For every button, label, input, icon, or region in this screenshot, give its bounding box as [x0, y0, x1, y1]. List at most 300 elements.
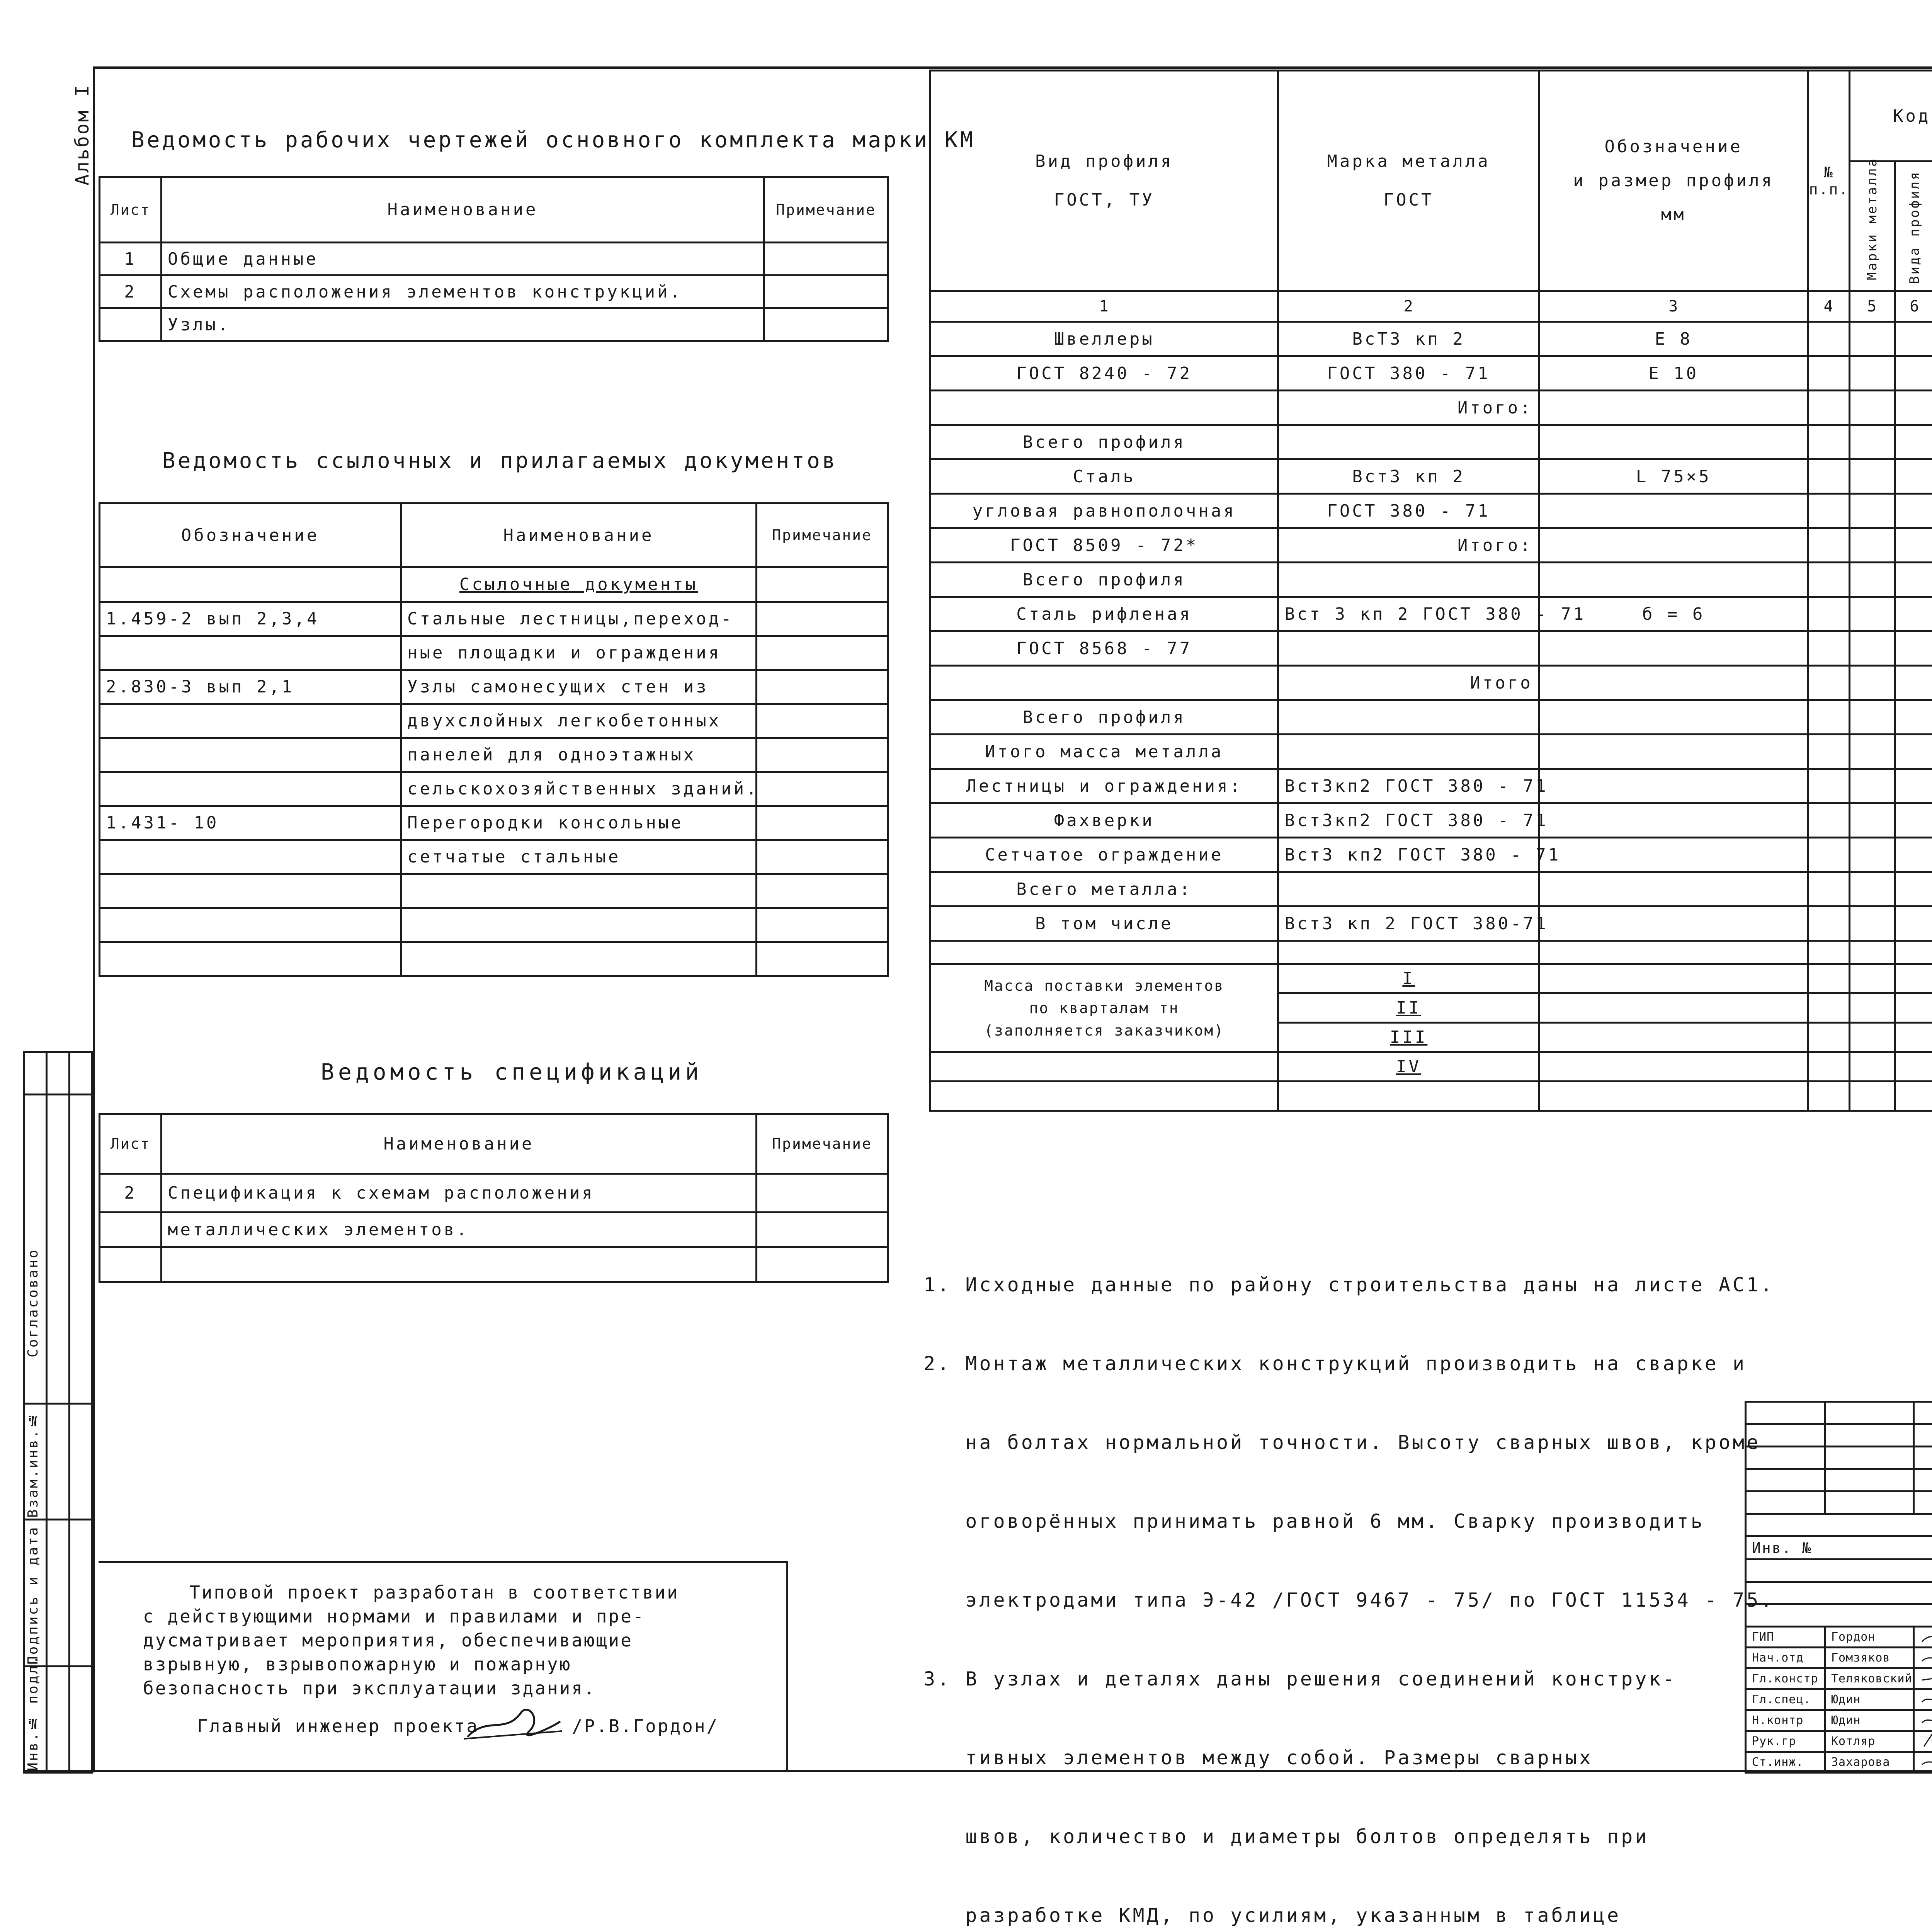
stamp-cell [47, 1520, 69, 1667]
stamp-replace-inv: Взам.инв.№ [25, 1406, 41, 1518]
mt-header-code-grade: Марки металла [1864, 172, 1880, 280]
stamp-cell [47, 1052, 69, 1095]
rd-row-code [100, 874, 401, 908]
wd-row-note [764, 308, 888, 341]
tb-signature [1920, 1650, 1932, 1665]
spec-row-note [757, 1213, 888, 1247]
metal-profile: В том числе [930, 906, 1278, 941]
tb-signature [1920, 1629, 1932, 1644]
metal-cell [1808, 700, 1849, 735]
metal-profile: Всего профиля [930, 425, 1278, 459]
tb-role: Нач.отд [1746, 1648, 1825, 1668]
rd-row-name: Перегородки консольные [401, 806, 757, 840]
spec-row-note [757, 1174, 888, 1213]
metal-profile: Всего профиля [930, 563, 1278, 597]
tb-cell [1746, 1604, 1932, 1627]
tb-cell [1746, 1469, 1825, 1492]
rd-row-name: Узлы самонесущих стен из [401, 670, 757, 704]
mt-header-code-cell [1850, 162, 1895, 291]
metal-cell [1850, 700, 1895, 735]
note-line: 1. Исходные данные по району строительства даны на листе АС1. [923, 1272, 1774, 1298]
metal-cell [1850, 838, 1895, 872]
metal-size [1539, 803, 1808, 838]
tb-signature [1920, 1733, 1932, 1748]
delivery-cell [1895, 941, 1932, 964]
delivery-cell [1539, 1052, 1808, 1082]
rd-header-note: Примечание [757, 503, 888, 567]
note-line: швов, количество и диаметры болтов определять при [923, 1823, 1774, 1850]
metal-row [930, 563, 1932, 597]
rd-row-code [100, 636, 401, 670]
mt-header-grade-line: ГОСТ [1284, 181, 1532, 219]
delivery-cell [1808, 1052, 1849, 1082]
tb-cell [1746, 1514, 1932, 1536]
metal-size [1539, 391, 1808, 425]
chief-engineer-name: /Р.В.Гордон/ [572, 1716, 719, 1736]
tb-sign [1914, 1752, 1932, 1773]
metal-size: L 75×5 [1539, 459, 1808, 494]
metal-grade [1278, 425, 1539, 459]
rd-row-code [100, 704, 401, 738]
metal-cell [1808, 528, 1849, 563]
metal-cell [1850, 872, 1895, 906]
metal-cell [1895, 425, 1932, 459]
delivery-cell [1539, 964, 1808, 993]
metal-cell [1808, 735, 1849, 769]
rd-row-name [401, 874, 757, 908]
delivery-label-line: по кварталам тн [937, 997, 1272, 1019]
stamp-cell [47, 1667, 69, 1773]
metal-row [930, 803, 1932, 838]
metal-row [930, 391, 1932, 425]
delivery-cell [1539, 941, 1808, 964]
chief-signature [464, 1700, 564, 1747]
rd-row-note [757, 908, 888, 942]
delivery-cell [1850, 1052, 1895, 1082]
metal-cell [1895, 838, 1932, 872]
delivery-cell [1895, 1052, 1932, 1082]
metal-grade [1278, 631, 1539, 666]
metal-row [930, 494, 1932, 528]
note-line: разработке КМД, по усилиям, указанным в таблице [923, 1902, 1774, 1929]
rd-row-name: сельскохозяйственных зданий. [401, 772, 757, 806]
metal-row [930, 322, 1932, 356]
spec-row-sheet [100, 1247, 162, 1282]
delivery-cell [1895, 1082, 1932, 1111]
metal-grade: Итого: [1278, 528, 1539, 563]
col-num: 4 [1808, 291, 1849, 322]
note-line: тивных элементов между собой. Размеры сварных [923, 1745, 1774, 1771]
note-line: электродами типа Э-42 /ГОСТ 9467 - 75/ по ГОСТ 11534 - 75. [923, 1587, 1774, 1613]
rd-row-name [401, 942, 757, 976]
metal-profile: Сетчатое ограждение [930, 838, 1278, 872]
spec-row-sheet: 2 [100, 1174, 162, 1213]
metal-grade [1278, 872, 1539, 906]
metal-row [930, 666, 1932, 700]
wd-header-note: Примечание [764, 177, 888, 243]
metal-cell [1808, 391, 1849, 425]
metal-cell [1895, 735, 1932, 769]
metal-cell [1850, 322, 1895, 356]
metal-profile [930, 391, 1278, 425]
delivery-cell [1278, 1082, 1539, 1111]
delivery-cell [1850, 941, 1895, 964]
metal-row [930, 356, 1932, 391]
wd-row-note [764, 243, 888, 276]
note-line: на болтах нормальной точности. Высоту сварных швов, кроме [923, 1429, 1774, 1456]
note-line: 2. Монтаж металлических конструкций производить на сварке и [923, 1350, 1774, 1377]
metal-row [930, 631, 1932, 666]
spec-row-name: металлических элементов. [162, 1213, 757, 1247]
tb-role-name: Юдин [1825, 1689, 1914, 1710]
mt-header-size [1539, 71, 1808, 291]
metal-size [1539, 528, 1808, 563]
metal-grade: Вст3 кп2 ГОСТ 380 - 71 [1278, 838, 1539, 872]
spec-row-note [757, 1247, 888, 1282]
metal-cell [1808, 906, 1849, 941]
rd-row-note [757, 840, 888, 874]
metal-cell [1895, 494, 1932, 528]
metal-profile: Лестницы и ограждения: [930, 769, 1278, 803]
rd-row-name: Ссылочные документы [401, 567, 757, 602]
metal-size [1539, 700, 1808, 735]
delivery-cell [1539, 1082, 1808, 1111]
stamp-cell [47, 1404, 69, 1520]
rd-header-code: Обозначение [100, 503, 401, 567]
rd-row-code [100, 942, 401, 976]
metal-cell [1808, 459, 1849, 494]
wd-header-sheet: Лист [100, 177, 162, 243]
tb-role: Гл.спец. [1746, 1689, 1825, 1710]
rd-row-note [757, 636, 888, 670]
delivery-cell [1539, 993, 1808, 1023]
metal-cell [1895, 631, 1932, 666]
working-drawings-table [99, 176, 889, 342]
wd-row-name: Схемы расположения элементов конструкций. [162, 276, 764, 308]
tb-cell [1914, 1447, 1932, 1469]
metal-profile: Всего металла: [930, 872, 1278, 906]
rd-row-name: ные площадки и ограждения [401, 636, 757, 670]
metal-grade: ВсТ3 кп 2 [1278, 322, 1539, 356]
metal-cell [1895, 459, 1932, 494]
delivery-label [930, 964, 1278, 1052]
metal-cell [1850, 906, 1895, 941]
metal-cell [1808, 631, 1849, 666]
reference-docs-table [99, 502, 889, 977]
specifications-title: Ведомость спецификаций [321, 1059, 702, 1085]
chief-engineer-label: Главный инженер проекта [197, 1716, 479, 1736]
note-line: 3. В узлах и деталях даны решения соединений конструк- [923, 1666, 1774, 1692]
delivery-cell [1895, 964, 1932, 993]
delivery-quarter: III [1278, 1023, 1539, 1052]
delivery-cell [1850, 1082, 1895, 1111]
delivery-cell [1539, 1023, 1808, 1052]
tb-role-name: Захарова [1825, 1752, 1914, 1773]
metal-grade: Вст3кп2 ГОСТ 380 - 71 [1278, 803, 1539, 838]
metal-cell [1895, 356, 1932, 391]
col-num: 6 [1895, 291, 1932, 322]
metal-grade: ГОСТ 380 - 71 [1278, 494, 1539, 528]
metal-grade [1278, 563, 1539, 597]
tb-role: Н.контр [1746, 1710, 1825, 1731]
metal-cell [1850, 769, 1895, 803]
metal-row [930, 906, 1932, 941]
mt-header-num-line: № [1809, 164, 1849, 181]
metal-size [1539, 735, 1808, 769]
rd-row-code [100, 908, 401, 942]
tb-cell [1825, 1492, 1914, 1514]
stamp-cell [69, 1520, 92, 1667]
stamp-cell [24, 1095, 47, 1404]
delivery-cell [1895, 993, 1932, 1023]
tb-signature [1920, 1712, 1932, 1728]
tb-signature [1920, 1670, 1932, 1686]
metal-size [1539, 872, 1808, 906]
metal-grade: Вст3кп2 ГОСТ 380 - 71 [1278, 769, 1539, 803]
metal-size [1539, 494, 1808, 528]
delivery-cell [1850, 964, 1895, 993]
metal-cell [1808, 769, 1849, 803]
tb-cell [1746, 1582, 1932, 1604]
tb-cell [1825, 1447, 1914, 1469]
wd-row-name: Общие данные [162, 243, 764, 276]
metal-row [930, 735, 1932, 769]
wd-header-name: Наименование [162, 177, 764, 243]
metal-cell [1895, 872, 1932, 906]
delivery-cell [1808, 1023, 1849, 1052]
mt-header-size-line: Обозначение [1546, 130, 1802, 164]
metal-row [930, 597, 1932, 631]
wd-row-sheet: 1 [100, 243, 162, 276]
tb-signature [1920, 1754, 1932, 1769]
mt-header-profile-line: ГОСТ, ТУ [937, 181, 1272, 219]
outer-frame-top [93, 66, 1932, 69]
specifications-table [99, 1113, 889, 1283]
tb-role-name: Юдин [1825, 1710, 1914, 1731]
metal-cell [1850, 735, 1895, 769]
spec-row-name [162, 1247, 757, 1282]
metal-row [930, 769, 1932, 803]
metal-size [1539, 769, 1808, 803]
metal-cell [1808, 563, 1849, 597]
mt-header-grade-line: Марка металла [1284, 142, 1532, 181]
delivery-label-line: Масса поставки элементов [937, 975, 1272, 997]
metal-cell [1850, 803, 1895, 838]
tb-sign [1914, 1627, 1932, 1648]
metal-cell [1850, 666, 1895, 700]
tb-cell [1914, 1492, 1932, 1514]
tb-cell [1914, 1469, 1932, 1492]
tb-role-name: Теляковский [1825, 1668, 1914, 1689]
stamp-cell [69, 1095, 92, 1404]
mt-header-profile [930, 71, 1278, 291]
stamp-agreed: Согласовано [25, 1141, 41, 1357]
metal-profile: Фахверки [930, 803, 1278, 838]
tb-cell [1746, 1424, 1825, 1447]
delivery-quarter: II [1278, 993, 1539, 1023]
metal-cell [1850, 597, 1895, 631]
tb-sign [1914, 1710, 1932, 1731]
mt-header-profile-line: Вид профиля [937, 142, 1272, 181]
rd-row-code: 1.431- 10 [100, 806, 401, 840]
tb-sign [1914, 1648, 1932, 1668]
metal-size: Е 8 [1539, 322, 1808, 356]
col-num: 2 [1278, 291, 1539, 322]
tb-cell [1746, 1402, 1825, 1424]
left-margin-stamp [23, 1051, 93, 1772]
rd-header-name: Наименование [401, 503, 757, 567]
spec-header-name: Наименование [162, 1114, 757, 1174]
metal-cell [1808, 666, 1849, 700]
delivery-cell [1808, 1082, 1849, 1111]
delivery-rows [930, 941, 1932, 1111]
delivery-cell [1808, 964, 1849, 993]
rd-row-note [757, 567, 888, 602]
metal-rows [930, 322, 1932, 941]
delivery-row [930, 1082, 1932, 1111]
metal-cell [1808, 494, 1849, 528]
rd-row-note [757, 670, 888, 704]
mt-header-code-cell [1895, 162, 1932, 291]
col-num: 5 [1850, 291, 1895, 322]
metal-size [1539, 425, 1808, 459]
metal-cell [1808, 803, 1849, 838]
metal-profile: ГОСТ 8509 - 72* [930, 528, 1278, 563]
column-number-row [930, 291, 1932, 322]
general-notes [923, 1219, 1774, 1932]
wd-row-sheet [100, 308, 162, 341]
metal-grade: Вст3 кп 2 ГОСТ 380-71 [1278, 906, 1539, 941]
title-block [1745, 1401, 1932, 1774]
rd-row-code [100, 738, 401, 772]
metal-row [930, 700, 1932, 735]
tb-cell [1746, 1492, 1825, 1514]
tb-role-name: Котляр [1825, 1731, 1914, 1752]
tb-role: ГИП [1746, 1627, 1825, 1648]
stamp-cell [24, 1520, 47, 1667]
metal-profile: ГОСТ 8240 - 72 [930, 356, 1278, 391]
tb-cell [1914, 1424, 1932, 1447]
tb-cell [1746, 1560, 1932, 1582]
wd-row-name: Узлы. [162, 308, 764, 341]
rd-row-name: двухслойных легкобетонных [401, 704, 757, 738]
mt-header-size-line: мм [1546, 198, 1802, 232]
metal-grade [1278, 700, 1539, 735]
rd-row-code: 1.459-2 вып 2,3,4 [100, 602, 401, 636]
rd-row-note [757, 602, 888, 636]
tb-cell [1825, 1469, 1914, 1492]
metal-cell [1808, 838, 1849, 872]
metal-cell [1895, 666, 1932, 700]
rd-row-name: сетчатые стальные [401, 840, 757, 874]
metal-grade: Вст 3 кп 2 ГОСТ 380 - 71 [1278, 597, 1539, 631]
delivery-cell [930, 1082, 1278, 1111]
stamp-cell [24, 1404, 47, 1520]
tb-role-name: Гомзяков [1825, 1648, 1914, 1668]
tb-cell [1825, 1402, 1914, 1424]
metal-size: б = 6 [1539, 597, 1808, 631]
metal-cell [1895, 906, 1932, 941]
tb-sign [1914, 1689, 1932, 1710]
delivery-cell [1808, 941, 1849, 964]
metal-cell [1850, 563, 1895, 597]
delivery-label-line: (заполняется заказчиком) [937, 1019, 1272, 1042]
metal-grade: Итого: [1278, 391, 1539, 425]
metal-row [930, 872, 1932, 906]
metal-cell [1850, 391, 1895, 425]
mt-header-num [1808, 71, 1849, 291]
tb-role-name: Гордон [1825, 1627, 1914, 1648]
wd-row-note [764, 276, 888, 308]
spec-header-note: Примечание [757, 1114, 888, 1174]
metal-size [1539, 666, 1808, 700]
metal-cell [1808, 872, 1849, 906]
metal-row [930, 425, 1932, 459]
mt-header-code-profile: Вида профиля [1907, 168, 1922, 284]
rd-row-name: Стальные лестницы,переход- [401, 602, 757, 636]
rd-row-code [100, 772, 401, 806]
tb-cell [1825, 1424, 1914, 1447]
stamp-cell [47, 1095, 69, 1404]
delivery-row [930, 964, 1932, 993]
approval-line: с действующими нормами и правилами и пре- [143, 1604, 679, 1628]
metal-cell [1808, 425, 1849, 459]
metal-cell [1895, 803, 1932, 838]
metal-cell [1895, 391, 1932, 425]
reference-docs-title: Ведомость ссылочных и прилагаемых документов [162, 448, 837, 473]
album-label: Альбом I [71, 70, 93, 185]
metal-cell [1895, 597, 1932, 631]
stamp-cell [24, 1052, 47, 1095]
metal-cell [1895, 769, 1932, 803]
stamp-cell [69, 1667, 92, 1773]
approval-text [143, 1580, 679, 1700]
outer-frame-left [93, 66, 95, 1772]
rd-row-note [757, 772, 888, 806]
delivery-quarter: IV [1278, 1052, 1539, 1082]
metal-profile: Сталь рифленая [930, 597, 1278, 631]
metal-row [930, 459, 1932, 494]
delivery-spacer [930, 941, 1932, 964]
metal-profile: угловая равнополочная [930, 494, 1278, 528]
metal-cell [1850, 631, 1895, 666]
tb-inv-label: Инв. № [1746, 1536, 1932, 1560]
delivery-cell [930, 941, 1278, 964]
tb-sign [1914, 1731, 1932, 1752]
delivery-cell [1850, 1023, 1895, 1052]
metal-table [929, 70, 1932, 1112]
spec-row-name: Спецификация к схемам расположения [162, 1174, 757, 1213]
approval-line: взрывную, взрывопожарную и пожарную [143, 1652, 679, 1676]
tb-signature [1920, 1691, 1932, 1707]
col-num: 1 [930, 291, 1278, 322]
mt-header-code: Код [1850, 71, 1932, 162]
wd-row-sheet: 2 [100, 276, 162, 308]
metal-grade [1278, 735, 1539, 769]
mt-header-size-line: и размер профиля [1546, 164, 1802, 198]
metal-cell [1850, 494, 1895, 528]
metal-size [1539, 906, 1808, 941]
metal-size: Е 10 [1539, 356, 1808, 391]
tb-cell [1746, 1447, 1825, 1469]
delivery-quarter: I [1278, 964, 1539, 993]
tb-role: Ст.инж. [1746, 1752, 1825, 1773]
rd-row-code [100, 567, 401, 602]
rd-row-name [401, 908, 757, 942]
working-drawings-title: Ведомость рабочих чертежей основного комплекта марки КМ [131, 128, 975, 153]
metal-cell [1850, 356, 1895, 391]
metal-profile: Всего профиля [930, 700, 1278, 735]
